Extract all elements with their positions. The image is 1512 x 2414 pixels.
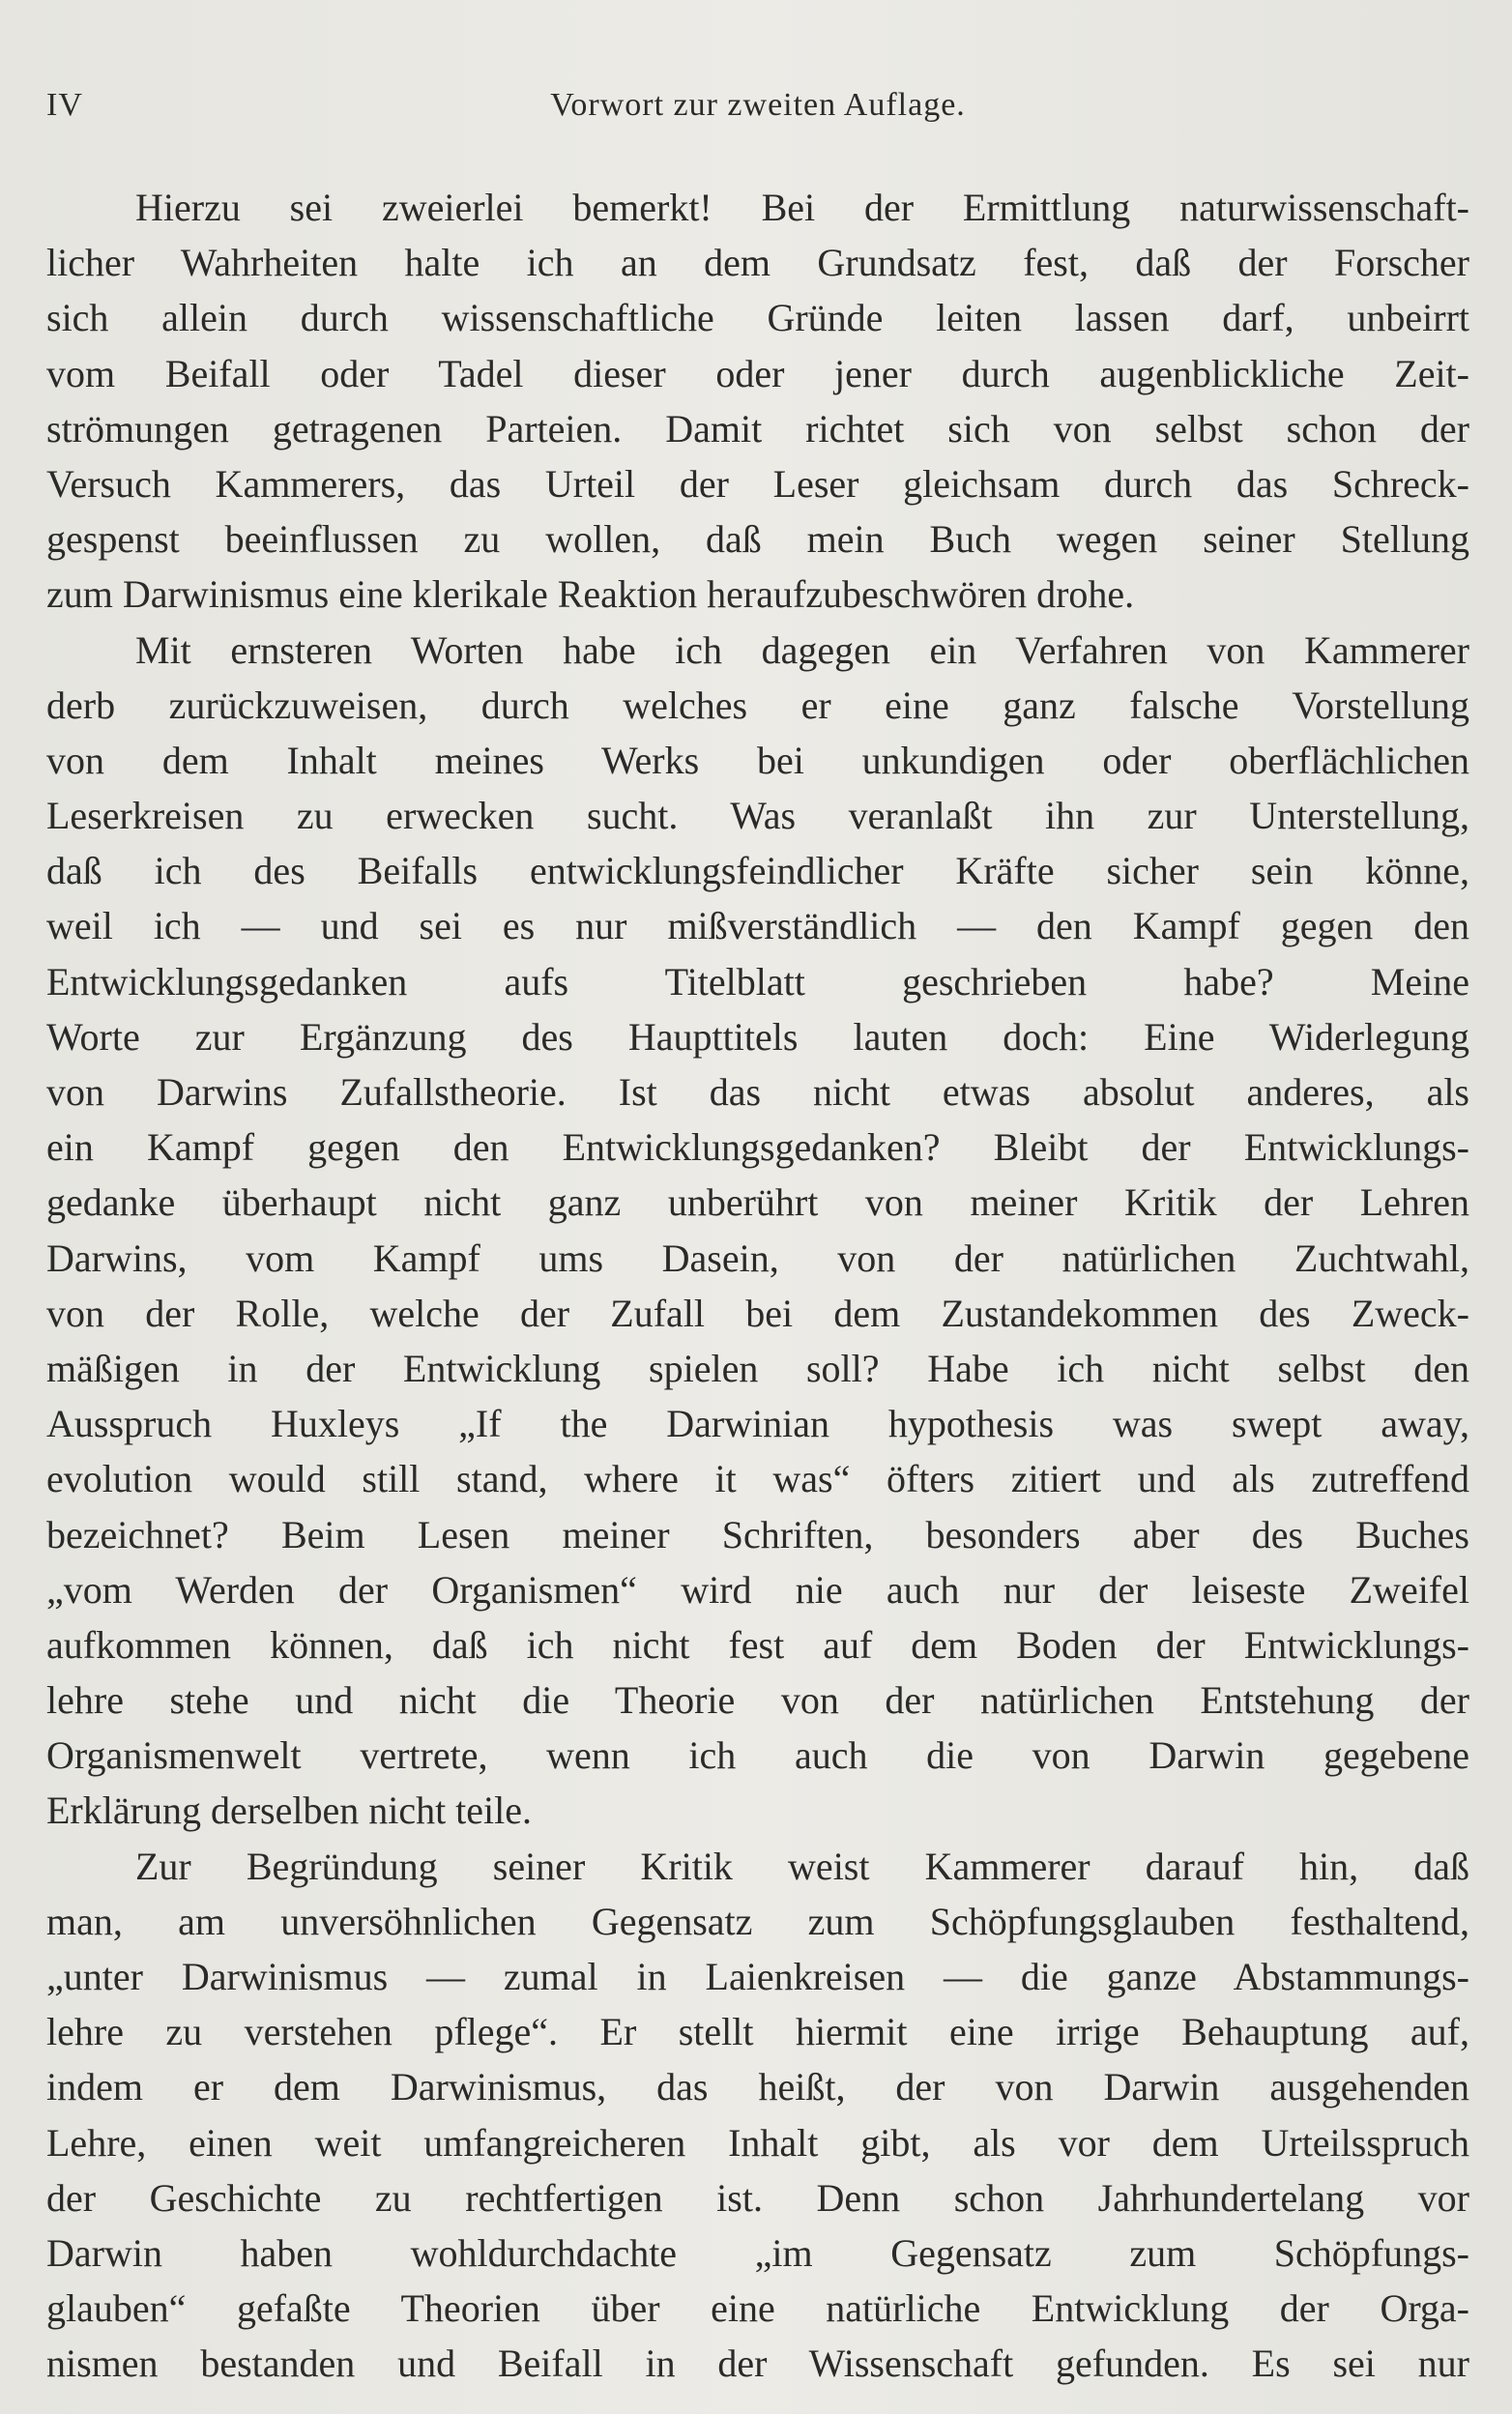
text-line: mäßigen in der Entwicklung spielen soll? Habe ich nicht selbst den xyxy=(46,1346,1469,1390)
text-line: „unter Darwinismus — zumal in Laienkreisen — die ganze Abstammungs- xyxy=(46,1955,1469,1998)
text-line: Darwin haben wohldurchdachte „im Gegensatz zum Schöpfungs- xyxy=(46,2230,1469,2275)
text-line: zum Darwinismus eine klerikale Reaktion heraufzubeschwören drohe. xyxy=(46,572,1135,617)
text-line: gespenst beeinflussen zu wollen, daß mein Buch wegen seiner Stellung xyxy=(46,517,1469,562)
text-line: Erklärung derselben nicht teile. xyxy=(46,1789,533,1833)
text-line: bezeichnet? Beim Lesen meiner Schriften, besonders aber des Buches xyxy=(46,1512,1469,1556)
text-line: Worte zur Ergänzung des Haupttitels lauten doch: Eine Widerlegung xyxy=(46,1014,1469,1059)
text-line: ein Kampf gegen den Entwicklungsgedanken? Bleibt der Entwicklungs- xyxy=(46,1125,1469,1170)
text-line: lehre stehe und nicht die Theorie von der natürlichen Entstehung der xyxy=(46,1678,1469,1723)
text-line: gedanke überhaupt nicht ganz unberührt von meiner Kritik der Lehren xyxy=(46,1180,1469,1225)
text-line: Hierzu sei zweierlei bemerkt! Bei der Ermittlung naturwissenschaft- xyxy=(135,186,1469,229)
text-line: aufkommen können, daß ich nicht fest auf dem Boden der Entwicklungs- xyxy=(46,1622,1469,1667)
text-line: Organismenwelt vertrete, wenn ich auch die von Darwin gegebene xyxy=(46,1733,1469,1778)
text-line: Entwicklungsgedanken aufs Titelblatt geschrieben habe? Meine xyxy=(46,959,1469,1003)
text-line: Leserkreisen zu erwecken sucht. Was veranlaßt ihn zur Unterstellung, xyxy=(46,794,1469,838)
text-line: lehre zu verstehen pflege“. Er stellt hiermit eine irrige Behauptung auf, xyxy=(46,2010,1469,2054)
running-header xyxy=(46,87,1469,135)
text-line: licher Wahrheiten halte ich an dem Grundsatz fest, daß der Forscher xyxy=(46,241,1469,285)
text-line: Darwins, vom Kampf ums Dasein, von der natürlichen Zuchtwahl, xyxy=(46,1236,1469,1280)
text-line: man, am unversöhnlichen Gegensatz zum Schöpfungsglauben festhaltend, xyxy=(46,1899,1469,1943)
text-line: der Geschichte zu rechtfertigen ist. Denn schon Jahrhundertelang vor xyxy=(46,2175,1469,2220)
text-line: daß ich des Beifalls entwicklungsfeindlicher Kräfte sicher sein könne, xyxy=(46,849,1469,893)
paragraph-2 xyxy=(46,623,1469,1839)
paragraph-1 xyxy=(46,180,1469,623)
text-line: weil ich — und sei es nur mißverständlich — den Kampf gegen den xyxy=(46,904,1469,948)
text-line: Versuch Kammerers, das Urteil der Leser gleichsam durch das Schreck- xyxy=(46,461,1469,506)
text-line: vom Beifall oder Tadel dieser oder jener durch augenblickliche Zeit- xyxy=(46,351,1469,395)
paragraph-3 xyxy=(46,1839,1469,2392)
text-line: nismen bestanden und Beifall in der Wissenschaft gefunden. Es sei nur xyxy=(46,2341,1469,2386)
text-line: Ausspruch Huxleys „If the Darwinian hypothesis was swept away, xyxy=(46,1402,1469,1446)
text-line: „vom Werden der Organismen“ wird nie auch nur der leiseste Zweifel xyxy=(46,1567,1469,1612)
text-line: sich allein durch wissenschaftliche Gründe leiten lassen darf, unbeirrt xyxy=(46,296,1469,340)
page-number: IV xyxy=(46,87,83,123)
text-line: glauben“ gefaßte Theorien über eine natürliche Entwicklung der Orga- xyxy=(46,2286,1469,2331)
text-line: von dem Inhalt meines Werks bei unkundigen oder oberflächlichen xyxy=(46,738,1469,782)
text-line: Zur Begründung seiner Kritik weist Kammerer darauf hin, daß xyxy=(135,1844,1469,1888)
text-line: Lehre, einen weit umfangreicheren Inhalt gibt, als vor dem Urteilsspruch xyxy=(46,2120,1469,2165)
text-line: Mit ernsteren Worten habe ich dagegen ein Verfahren von Kammerer xyxy=(135,627,1469,672)
running-title: Vorwort zur zweiten Auflage. xyxy=(550,87,966,123)
text-line: strömungen getragenen Parteien. Damit richtet sich von selbst schon der xyxy=(46,406,1469,451)
text-line: evolution would still stand, where it was“ öfters zitiert und als zutreffend xyxy=(46,1457,1469,1501)
text-line: von Darwins Zufallstheorie. Ist das nicht etwas absolut anderes, als xyxy=(46,1070,1469,1114)
text-line: derb zurückzuweisen, durch welches er eine ganz falsche Vorstellung xyxy=(46,683,1469,727)
body-text xyxy=(46,180,1469,2392)
text-line: von der Rolle, welche der Zufall bei dem Zustandekommen des Zweck- xyxy=(46,1291,1469,1335)
text-line: indem er dem Darwinismus, das heißt, der von Darwin ausgehenden xyxy=(46,2065,1469,2109)
